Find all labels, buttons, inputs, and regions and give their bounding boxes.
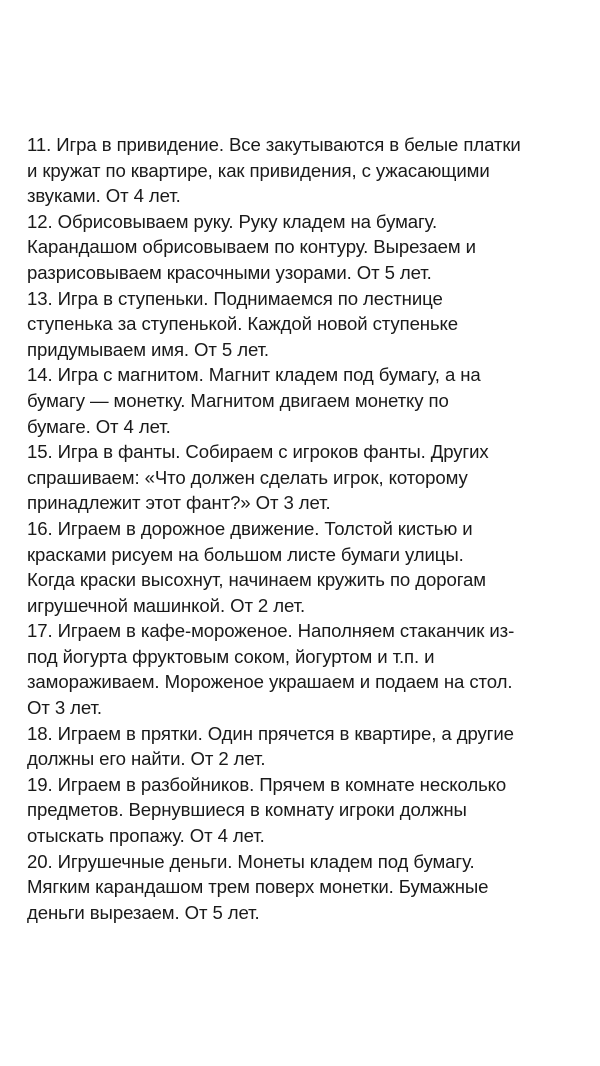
text-line: 20. Игрушечные деньги. Монеты кладем под бумагу. bbox=[27, 850, 475, 872]
text-line: 16. Играем в дорожное движение. Толстой кистью и bbox=[27, 517, 473, 539]
text-line: От 3 лет. bbox=[27, 697, 102, 719]
text-line: должны его найти. От 2 лет. bbox=[27, 748, 266, 770]
text-line: 13. Игра в ступеньки. Поднимаемся по лестнице bbox=[27, 287, 443, 309]
text-line: отыскать пропажу. От 4 лет. bbox=[27, 825, 265, 847]
list-item-11 bbox=[27, 132, 587, 209]
text-line: Мягким карандашом трем поверх монетки. Бумажные bbox=[27, 876, 489, 898]
text-line: игрушечной машинкой. От 2 лет. bbox=[27, 594, 306, 616]
text-line: под йогурта фруктовым соком, йогуртом и т.п. и bbox=[27, 645, 435, 667]
text-line: деньги вырезаем. От 5 лет. bbox=[27, 901, 260, 923]
text-line: Карандашом обрисовываем по контуру. Вырезаем и bbox=[27, 236, 476, 258]
games-list bbox=[27, 132, 587, 925]
text-line: 12. Обрисовываем руку. Руку кладем на бумагу. bbox=[27, 210, 438, 232]
text-line: и кружат по квартире, как привидения, с ужасающими bbox=[27, 159, 490, 181]
list-item-12 bbox=[27, 209, 587, 286]
list-item-13 bbox=[27, 286, 587, 363]
text-line: бумаге. От 4 лет. bbox=[27, 415, 171, 437]
text-line: 17. Играем в кафе-мороженое. Наполняем стаканчик из- bbox=[27, 620, 515, 642]
list-item-16 bbox=[27, 516, 587, 618]
list-item-17 bbox=[27, 618, 587, 720]
text-line: принадлежит этот фант?» От 3 лет. bbox=[27, 492, 331, 514]
list-item-18 bbox=[27, 721, 587, 772]
list-item-15 bbox=[27, 439, 587, 516]
text-line: предметов. Вернувшиеся в комнату игроки должны bbox=[27, 799, 467, 821]
text-line: спрашиваем: «Что должен сделать игрок, которому bbox=[27, 466, 468, 488]
text-line: ступенька за ступенькой. Каждой новой ступеньке bbox=[27, 313, 459, 335]
list-item-14 bbox=[27, 362, 587, 439]
text-line: 15. Игра в фанты. Собираем с игроков фанты. Других bbox=[27, 441, 489, 463]
text-line: 11. Игра в привидение. Все закутываются в белые платки bbox=[27, 134, 521, 155]
text-line: 19. Играем в разбойников. Прячем в комнате несколько bbox=[27, 773, 507, 795]
text-line: красками рисуем на большом листе бумаги улицы. bbox=[27, 543, 464, 565]
text-line: разрисовываем красочными узорами. От 5 лет. bbox=[27, 261, 432, 283]
text-line: звуками. От 4 лет. bbox=[27, 185, 181, 207]
text-line: придумываем имя. От 5 лет. bbox=[27, 338, 269, 360]
text-line: 18. Играем в прятки. Один прячется в квартире, а другие bbox=[27, 722, 514, 744]
list-item-19 bbox=[27, 772, 587, 849]
list-item-20 bbox=[27, 849, 587, 926]
text-line: замораживаем. Мороженое украшаем и подаем на стол. bbox=[27, 671, 513, 693]
text-line: 14. Игра с магнитом. Магнит кладем под бумагу, а на bbox=[27, 364, 481, 386]
text-line: бумагу — монетку. Магнитом двигаем монетку по bbox=[27, 389, 449, 411]
text-line: Когда краски высохнут, начинаем кружить по дорогам bbox=[27, 569, 486, 591]
